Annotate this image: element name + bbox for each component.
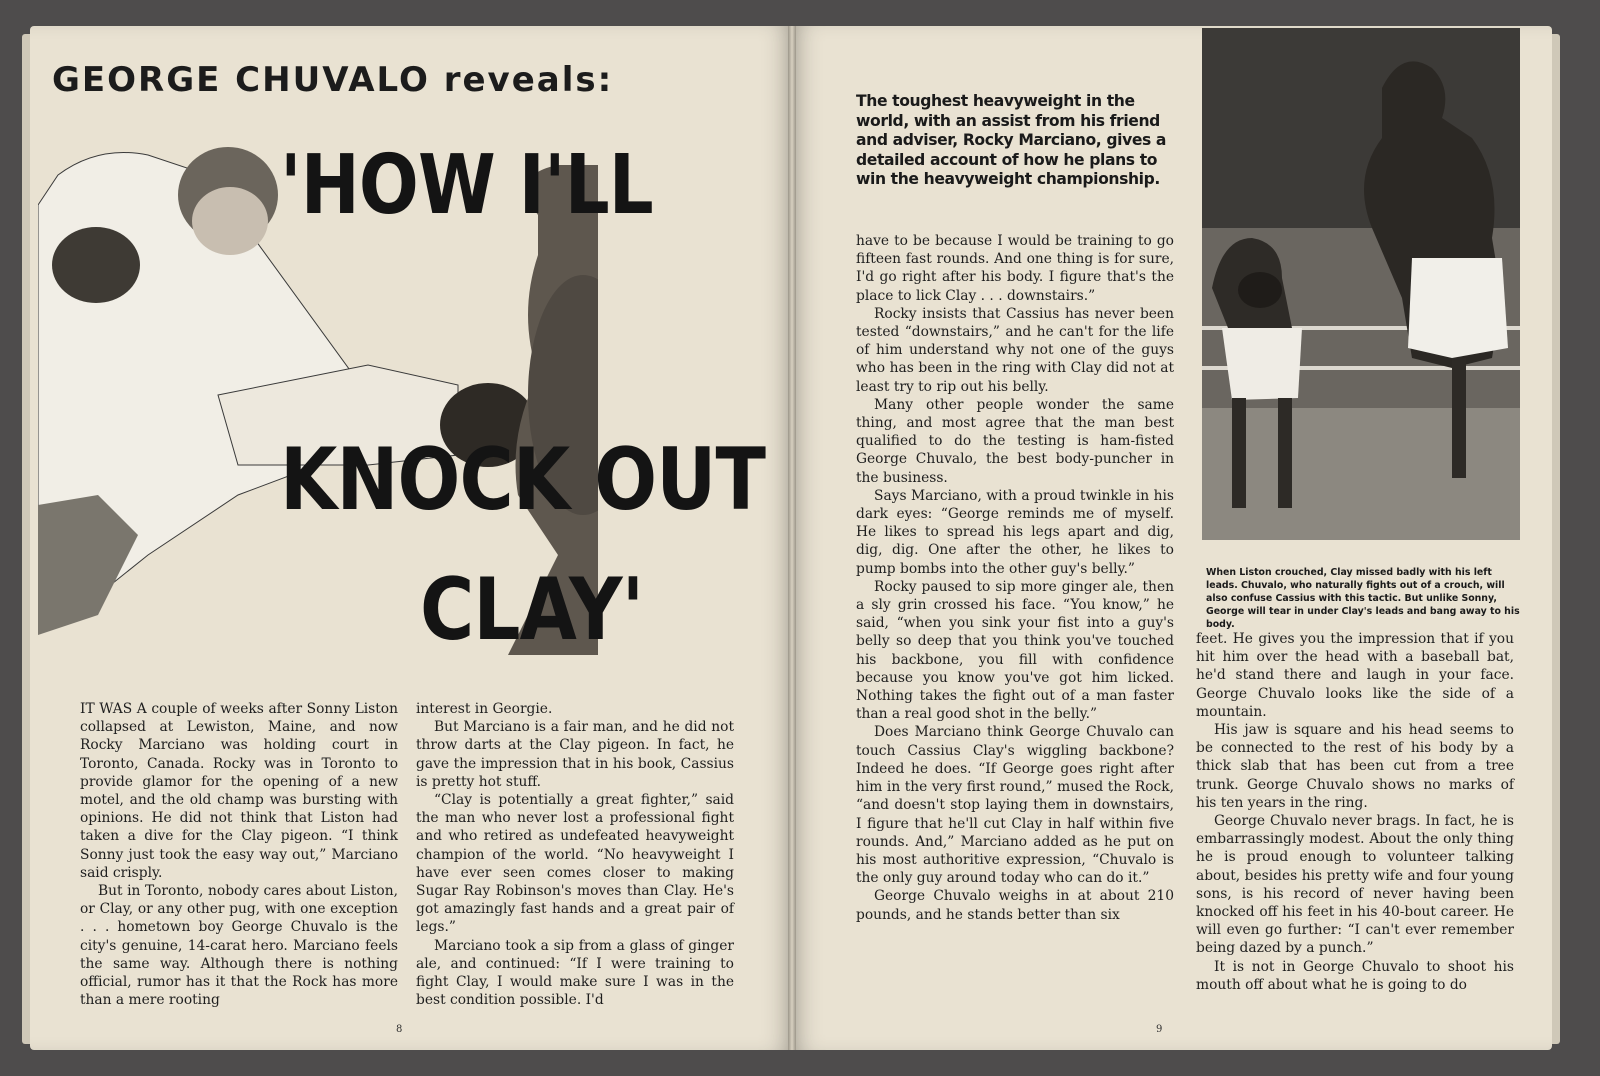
left-column-2 [416,700,734,1009]
gutter [788,26,796,1050]
photo-caption: When Liston crouched, Clay missed badly with his left leads. Chuvalo, who naturally fights out of a crouch, will also confuse Cassius with this tactic. But unlike Sonny, George will tear in under Clay's leads and bang away to his body. [1206,567,1520,630]
headline-line-1: 'HOW I'LL [280,138,653,233]
paragraph: IT WAS A couple of weeks after Sonny Liston collapsed at Lewiston, Maine, and now Rocky Marciano was holding court in Toronto, Canada. Rocky was in Toronto to provide glamor for the opening of a new motel, and the old champ was bursting with opinions. He did not think that Liston had taken a dive for the Clay pigeon. “I think Sonny just took the easy way out,” Marciano said crisply. [80,701,398,881]
paragraph: feet. He gives you the impression that if you hit him over the head with a baseball bat, he'd stand there and laugh in your face. George Chuvalo looks like the side of a mountain. [1196,631,1514,720]
paragraph: George Chuvalo never brags. In fact, he is embarrassingly modest. About the only thing he is proud enough to volunteer talking about, besides his pretty wife and four young sons, is his record of never having been knocked off his feet in his 40-bout career. He will even go further: “I can't ever remember being dazed by a punch.” [1196,813,1514,957]
paragraph: Rocky paused to sip more ginger ale, then a sly grin crossed his face. “You know,” he said, “when you sink your fist into a guy's belly so deep that you think you've touched his backbone, you fill with confidence because you know you've got him licked. Nothing takes the fight out of a man faster than a real good shot in the belly.” [856,578,1174,723]
paragraph: Rocky insists that Cassius has never been tested “downstairs,” and he can't for the life of him understand why not one of the guys who has been in the ring with Clay did not at least try to rip out his belly. [856,305,1174,395]
right-column-2 [1196,630,1514,994]
ring-photo [1202,28,1520,540]
page-number-left: 8 [396,1024,403,1035]
kicker: GEORGE CHUVALO reveals: [52,60,614,100]
paragraph: have to be because I would be training to go fifteen fast rounds. And one thing is for sure, I'd go right after his body. I figure that's the place to lick Clay . . . downstairs.” [856,233,1174,304]
paragraph: Marciano took a sip from a glass of ginger ale, and continued: “If I were training to fight Clay, I would make sure I was in the best condition possible. I'd [416,937,734,1009]
paragraph: It is not in George Chuvalo to shoot his mouth off about what he is going to do [1196,958,1514,993]
headline-line-3: CLAY' [420,560,644,660]
paragraph: Does Marciano think George Chuvalo can touch Cassius Clay's wiggling backbone? Indeed he does. “If George goes right after him in the very first round,” mused the Rock, “and doesn't stop laying them in downstairs, I figure that he'll cut Clay in half within five rounds. And,” Marciano added as he put on his most authoritive expression, “Chuvalo is the only guy around today who can do it.” [856,724,1174,887]
paragraph: But in Toronto, nobody cares about Liston, or Clay, or any other pug, with one exception . . . hometown boy George Chuvalo is the city's genuine, 14-carat hero. Marciano feels the same way. Although there is nothing official, rumor has it that the Rock has more than a mere rooting [80,883,398,1009]
paragraph: Many other people wonder the same thing, and most agree that the man best qualified to do the testing is ham-fisted George Chuvalo, the best body-puncher in the business. [856,396,1174,486]
paragraph: interest in Georgie. [416,701,553,717]
paragraph: But Marciano is a fair man, and he did not throw darts at the Clay pigeon. In fact, he gave the impression that in his book, Cassius is pretty hot stuff. [416,719,734,790]
page-number-right: 9 [1156,1024,1163,1035]
right-column-1 [856,232,1174,924]
left-column-1 [80,700,398,1009]
deck-summary: The toughest heavyweight in the world, with an assist from his friend and adviser, Rocky Marciano, gives a detailed account of how he plans to win the heavyweight championship. [856,92,1167,189]
paragraph: “Clay is potentially a great fighter,” said the man who never lost a professional fight and who retired as undefeated heavyweight champion of the world. “No heavyweight I have ever seen comes closer to making Sugar Ray Robinson's moves than Clay. He's got amazingly fast hands and a great pair of legs.” [416,792,734,936]
headline-line-2: KNOCK OUT [280,430,766,530]
paragraph: Says Marciano, with a proud twinkle in his dark eyes: “George reminds me of myself. He likes to spread his legs apart and dig, dig, dig. One after the other, he likes to pump bombs into the other guy's belly.” [856,487,1174,577]
paragraph: His jaw is square and his head seems to be connected to the rest of his body by a thick slab that has been cut from a tree trunk. George Chuvalo shows no marks of his ten years in the ring. [1196,722,1514,811]
paragraph: George Chuvalo weighs in at about 210 pounds, and he stands better than six [856,888,1174,923]
